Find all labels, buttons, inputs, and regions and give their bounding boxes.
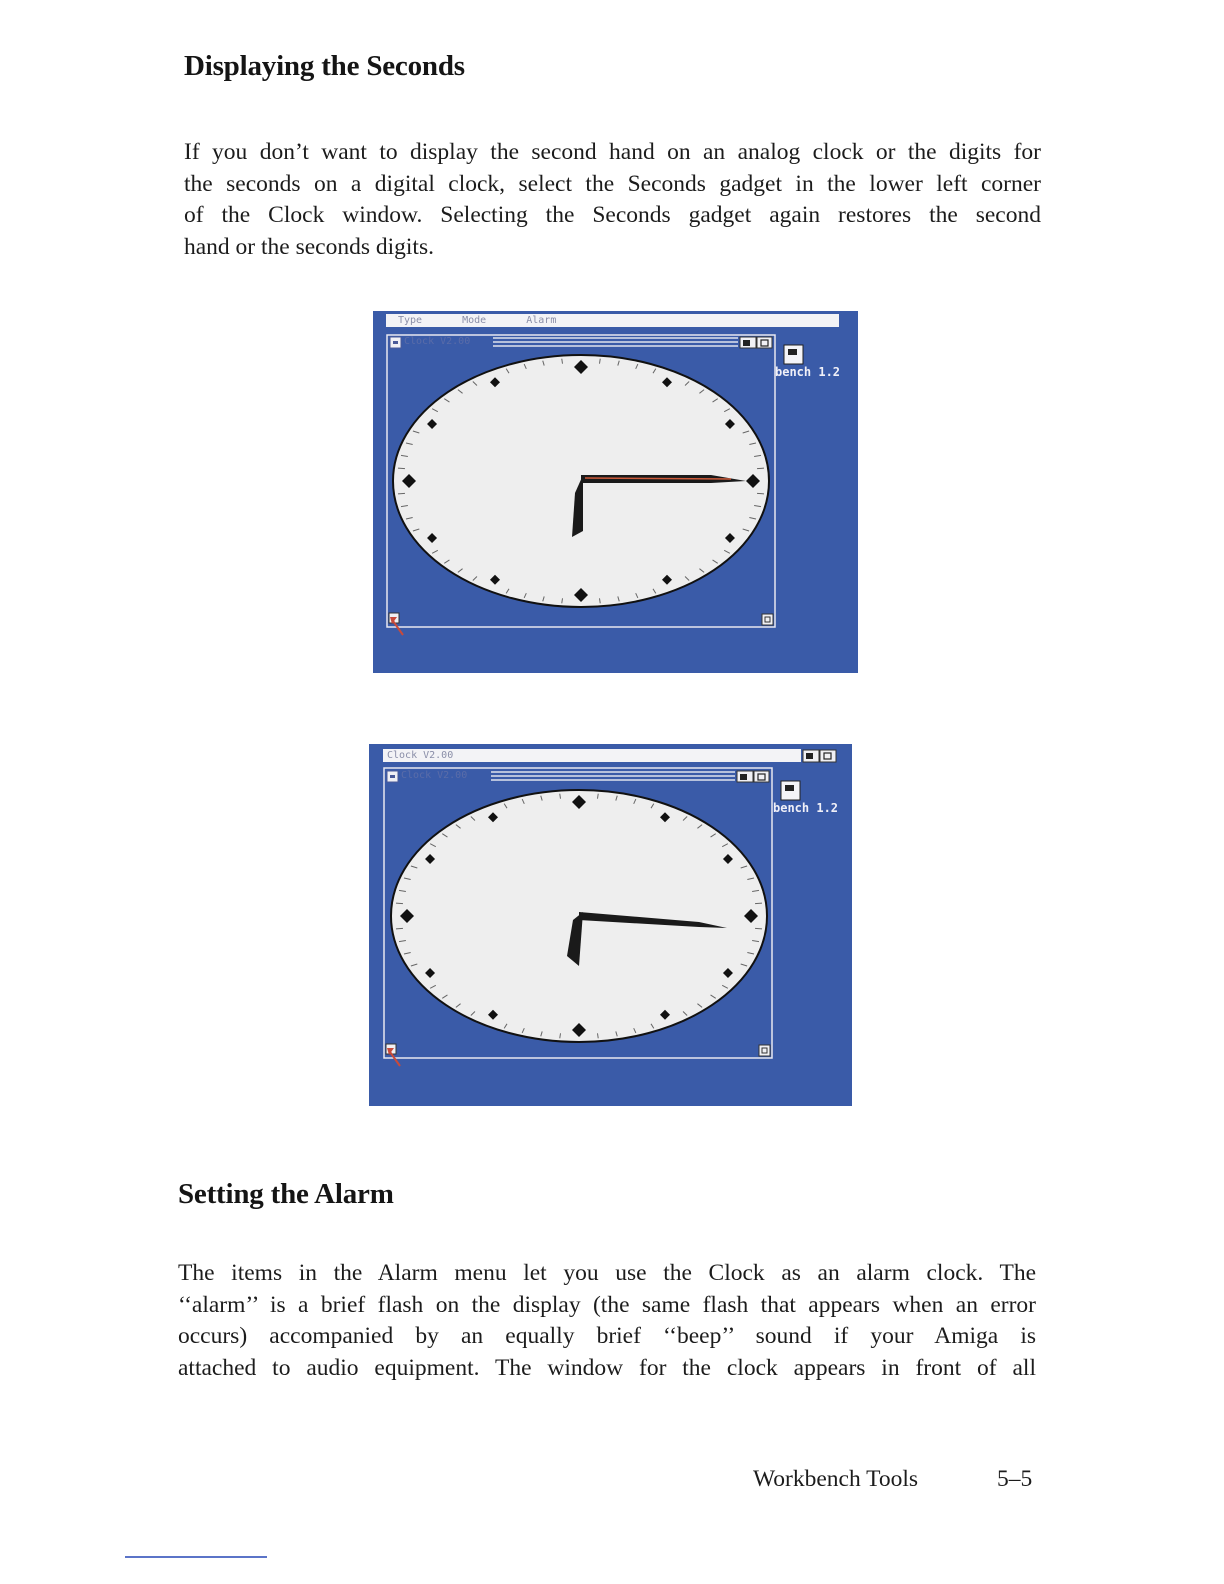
window-title: Clock V2.00 [401,770,468,781]
page-number: 5–5 [997,1466,1033,1492]
close-gadget-icon[interactable] [387,771,398,782]
minute-tick [396,903,403,904]
clock-face [393,355,769,607]
workbench-disk-label[interactable]: bench 1.2 [775,365,841,379]
clock-screen-graphic [369,744,852,1106]
depth-gadget-icon[interactable] [737,771,769,782]
paragraph-seconds [184,137,1041,263]
window-title-bar [491,772,735,780]
sizing-gadget-icon[interactable] [762,614,773,625]
screenshot-clock-without-seconds [369,744,852,1106]
minute-tick [755,903,762,904]
text-line: hand or the seconds digits. [184,233,434,260]
minute-tick [398,468,405,469]
close-gadget-icon[interactable] [390,337,401,348]
depth-gadget-icon[interactable] [740,337,772,348]
disk-icon[interactable] [781,781,800,800]
window-title: Clock V2.00 [404,336,471,347]
text-line: of the Clock window. Selecting the Seconds gadget again restores the second [184,202,1041,228]
screen-menu-bar [386,314,839,327]
disk-icon[interactable] [784,345,803,364]
screen-title-bar [383,749,801,762]
footer-section-name: Workbench Tools [753,1466,919,1492]
minute-tick [757,468,764,469]
paragraph-alarm [178,1258,1036,1384]
minute-tick [755,928,762,929]
bottom-rule [125,1556,267,1558]
workbench-disk-label[interactable]: bench 1.2 [773,801,839,815]
menu-alarm[interactable]: Alarm [526,315,557,326]
menu-mode[interactable]: Mode [462,315,487,326]
seconds-gadget-icon[interactable] [389,613,403,635]
screen-depth-gadget-icon[interactable] [803,750,836,762]
clock-face [391,790,767,1042]
minute-tick [396,928,403,929]
text-line: the seconds on a digital clock, select the Seconds gadget in the lower left corner [184,170,1041,197]
sizing-gadget-icon[interactable] [759,1045,770,1056]
text-line: If you don’t want to display the second hand on an analog clock or the digits for [184,139,1041,165]
menu-type[interactable]: Type [398,315,423,326]
minute-tick [398,493,405,494]
text-line: occurs) accompanied by an equally brief ‘‘beep’’ sound if your Amiga is [178,1323,1036,1349]
section-heading-seconds: Displaying the Seconds [184,50,465,82]
screenshot-clock-with-seconds [373,311,858,673]
text-line: ‘‘alarm’’ is a brief flash on the display (the same flash that appears when an error [178,1291,1036,1318]
section-heading-alarm: Setting the Alarm [178,1178,394,1210]
window-title-bar [493,338,738,346]
text-line: attached to audio equipment. The window for the clock appears in front of all [178,1354,1036,1381]
minute-tick [757,493,764,494]
text-line: The items in the Alarm menu let you use the Clock as an alarm clock. The [178,1260,1036,1286]
seconds-gadget-icon[interactable] [386,1044,400,1066]
screen-title: Clock V2.00 [387,750,454,761]
